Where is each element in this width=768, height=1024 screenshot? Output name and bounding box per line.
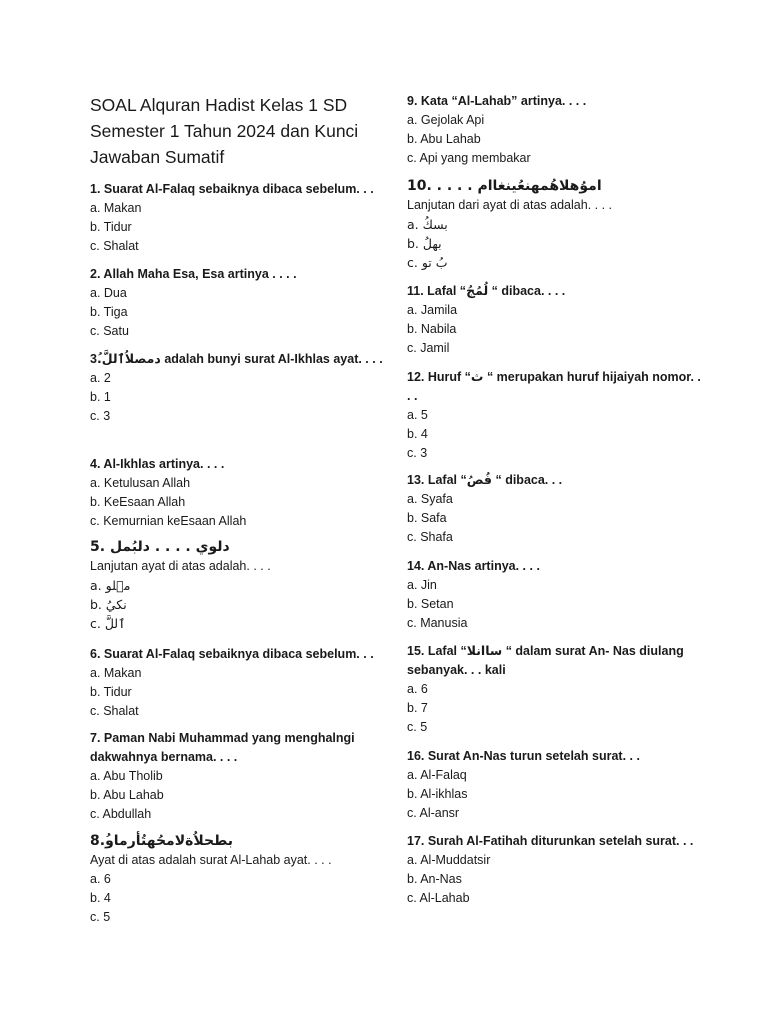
option-b: b. نكيُ [90, 597, 127, 612]
question-text: 4. Al-Ikhlas artinya. . . . [90, 457, 225, 471]
option-c: c. Jamil [407, 341, 450, 355]
question-16 [407, 747, 707, 823]
option-c: c. Al-Lahab [407, 891, 470, 905]
question-1 [90, 180, 390, 256]
option-a: a. Makan [90, 201, 142, 215]
option-a: a. Makan [90, 666, 142, 680]
question-subtext: Ayat di atas adalah surat Al-Lahab ayat. . . . [90, 853, 332, 867]
option-b: b. KeEsaan Allah [90, 495, 186, 509]
option-b: b. 7 [407, 701, 428, 715]
option-b: b. Tidur [90, 220, 132, 234]
option-b: b. Abu Lahab [407, 132, 481, 146]
question-15 [407, 642, 707, 737]
option-a: a. 6 [407, 682, 428, 696]
option-a: a. بسكُ [407, 217, 448, 232]
option-c: c. بُ تو [407, 255, 448, 270]
option-c: c. Abdullah [90, 807, 152, 821]
option-c: c. Shalat [90, 239, 139, 253]
question-6 [90, 645, 390, 721]
question-14 [407, 557, 707, 633]
question-text: 2. Allah Maha Esa, Esa artinya . . . . [90, 267, 297, 281]
question-10 [407, 177, 707, 272]
question-text: 14. An-Nas artinya. . . . [407, 559, 540, 573]
option-b: b. Safa [407, 511, 447, 525]
option-b: b. An-Nas [407, 872, 462, 886]
question-subtext: Lanjutan dari ayat di atas adalah. . . . [407, 198, 612, 212]
question-text: 1. Suarat Al-Falaq sebaiknya dibaca sebelum. . . [90, 182, 374, 196]
option-c: c. 5 [90, 910, 111, 924]
option-a: a. Jamila [407, 303, 458, 317]
question-11 [407, 282, 707, 358]
option-b: b. 4 [90, 891, 111, 905]
option-a: a. Jin [407, 578, 437, 592]
option-c: c. 3 [90, 409, 111, 423]
question-3 [90, 350, 390, 426]
option-c: c. Satu [90, 324, 129, 338]
option-b: b. Nabila [407, 322, 457, 336]
option-b: b. Abu Lahab [90, 788, 164, 802]
option-b: b. Setan [407, 597, 454, 611]
question-text: 16. Surat An-Nas turun setelah surat. . . [407, 749, 640, 763]
option-a: a. Al-Falaq [407, 768, 467, 782]
question-text: 6. Suarat Al-Falaq sebaiknya dibaca sebelum. . . [90, 647, 374, 661]
question-4 [90, 455, 390, 531]
option-b: b. بهلُ [407, 236, 442, 251]
question-text: 13. Lafal “فُصُ “ dibaca. . . [407, 473, 563, 487]
option-a: a. 6 [90, 872, 111, 886]
document-title: SOAL Alquran Hadist Kelas 1 SD Semester 1 Tahun 2024 dan Kunci Jawaban Sumatif [90, 95, 359, 167]
question-text: 9. Kata “Al-Lahab” artinya. . . . [407, 94, 587, 108]
question-text: 8.ُبطحلاُةلامحُهتُأرماو [90, 833, 234, 849]
option-a: a. مۡلو [90, 578, 131, 593]
question-text: 11. Lafal “لُمُجُ “ dibaca. . . . [407, 284, 566, 298]
option-b: b. Tiga [90, 305, 128, 319]
question-13 [407, 471, 707, 547]
option-c: c. Manusia [407, 616, 468, 630]
question-text: 3.ُدمصلاُٱللَّ adalah bunyi surat Al-Ikhlas ayat. . . . [90, 352, 383, 366]
question-text: 5. دلوي . . . . دلبُمل [90, 539, 230, 555]
option-c: c. Shalat [90, 704, 139, 718]
question-8 [90, 832, 390, 927]
option-a: a. Ketulusan Allah [90, 476, 191, 490]
option-c: c. ٱللَّ [90, 616, 126, 631]
question-subtext: Lanjutan ayat di atas adalah. . . . [90, 559, 271, 573]
question-text: 7. Paman Nabi Muhammad yang menghalngi dakwahnya bernama. . . . [90, 731, 355, 764]
question-9 [407, 92, 707, 168]
option-b: b. Al-ikhlas [407, 787, 468, 801]
option-a: a. Al-Muddatsir [407, 853, 491, 867]
question-12 [407, 368, 707, 463]
option-a: a. Abu Tholib [90, 769, 163, 783]
option-a: a. 2 [90, 371, 111, 385]
question-5 [90, 538, 390, 633]
question-17 [407, 832, 707, 908]
question-2 [90, 265, 390, 341]
option-b: b. 1 [90, 390, 111, 404]
option-a: a. Gejolak Api [407, 113, 485, 127]
option-b: b. Tidur [90, 685, 132, 699]
question-text: 17. Surah Al-Fatihah diturunkan setelah surat. . . [407, 834, 694, 848]
option-c: c. Shafa [407, 530, 453, 544]
question-7 [90, 729, 390, 824]
option-c: c. 5 [407, 720, 428, 734]
question-text: 15. Lafal “ساانلا “ dalam surat An- Nas diulang sebanyak. . . kali [407, 644, 684, 677]
option-c: c. 3 [407, 446, 428, 460]
option-c: c. Api yang membakar [407, 151, 531, 165]
option-c: c. Kemurnian keEsaan Allah [90, 514, 247, 528]
option-b: b. 4 [407, 427, 428, 441]
option-a: a. Syafa [407, 492, 453, 506]
option-a: a. Dua [90, 286, 127, 300]
option-c: c. Al-ansr [407, 806, 460, 820]
question-text: 12. Huruf “ث “ merupakan huruf hijaiyah nomor. . . . [407, 370, 701, 403]
question-text: 10. . . . . اموُهلاهُمهنعُينغاام [407, 178, 602, 194]
option-a: a. 5 [407, 408, 428, 422]
